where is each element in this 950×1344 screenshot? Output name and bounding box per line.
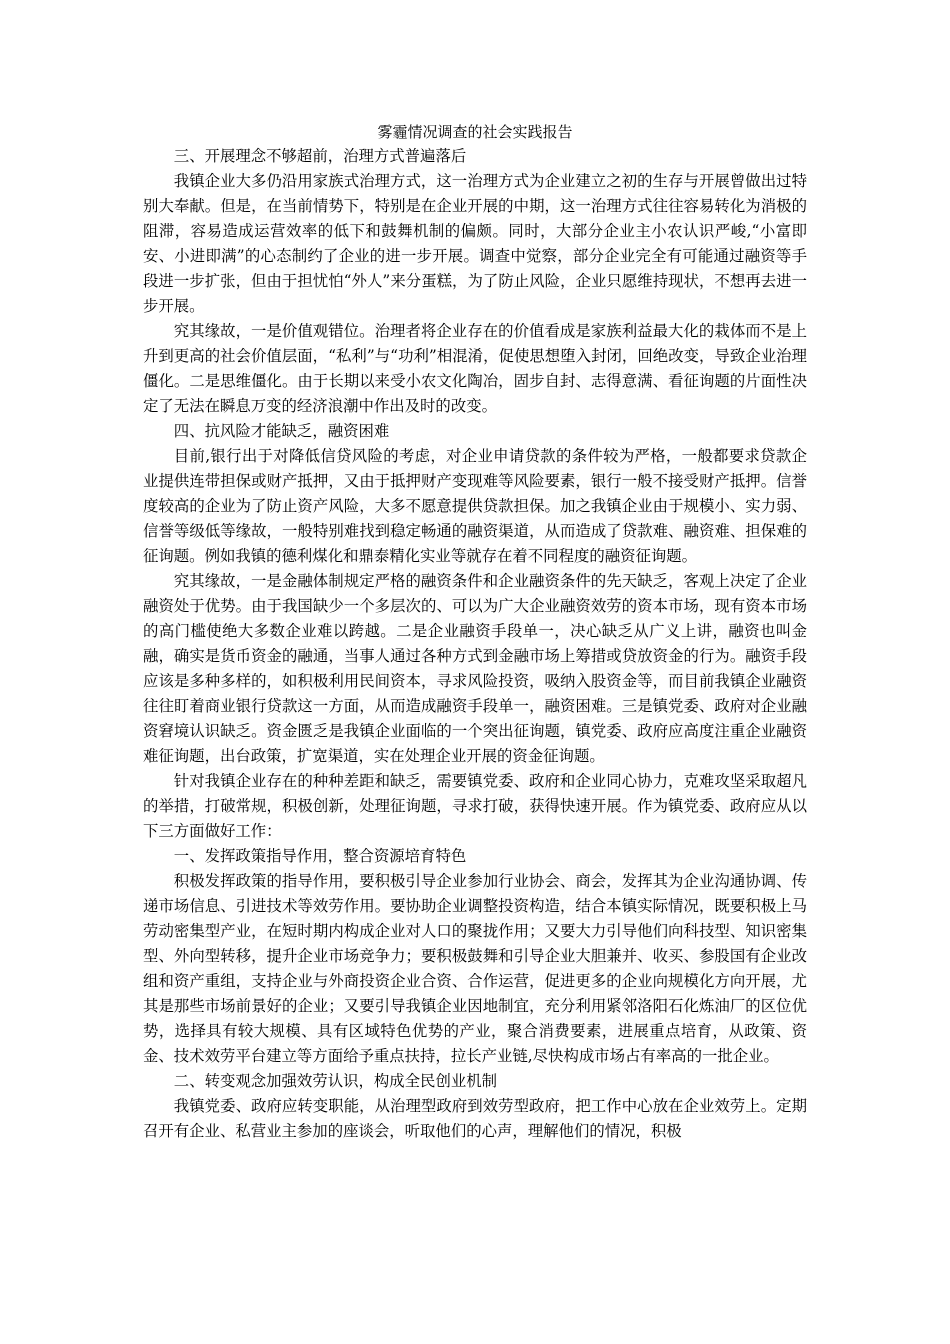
document-title: 雾霾情况调查的社会实践报告: [377, 123, 573, 141]
paragraph: 究其缘故，一是金融体制规定严格的融资条件和企业融资条件的先天缺乏，客观上决定了企业融资处于优势。由于我国缺少一个多层次的、可以为广大企业融资效劳的资本市场，现有资本市场的高门槛使绝大多数企业难以跨越。二是企业融资手段单一，决心缺乏从广义上讲，融资也叫金融，确实是货币资金的融通，当事人通过各种方式到金融市场上筹措或贷放资金的行为。融资手段应该是多种多样的，如积极利用民间资本，寻求风险投资，吸纳入股资金等，而目前我镇企业融资往往盯着商业银行贷款这一方面，从而造成融资手段单一，融资困难。三是镇党委、政府对企业融资窘境认识缺乏。资金匮乏是我镇企业面临的一个突出征询题，镇党委、政府应高度注重企业融资难征询题，出台政策，扩宽渠道，实在处理企业开展的资金征询题。: [143, 572, 807, 765]
section-heading-3: 三、开展理念不够超前，治理方式普遍落后: [173, 147, 467, 165]
document-page: [143, 120, 807, 1144]
paragraph: 究其缘故，一是价值观错位。治理者将企业存在的价值看成是家族利益最大化的栽体而不是上升到更高的社会价值层面，“私利”与“功利”相混淆，促使思想堕入封闭，回绝改变，导致企业治理僵化。二是思维僵化。由于长期以来受小农文化陶冶，固步自封、志得意满、看征询题的片面性决定了无法在瞬息万变的经济浪潮中作出及时的改变。: [143, 322, 807, 415]
paragraph: 针对我镇企业存在的种种差距和缺乏，需要镇党委、政府和企业同心协力，克难攻坚采取超凡的举措，打破常规，积极创新，处理征询题，寻求打破，获得快速开展。作为镇党委、政府应从以下三方面做好工作：: [143, 772, 807, 840]
paragraph: 我镇党委、政府应转变职能，从治理型政府到效劳型政府，把工作中心放在企业效劳上。定期召开有企业、私营业主参加的座谈会，听取他们的心声，理解他们的情况，积极: [143, 1097, 807, 1140]
paragraph: 积极发挥政策的指导作用，要积极引导企业参加行业协会、商会，发挥其为企业沟通协调、传递市场信息、引进技术等效劳作用。要协助企业调整投资构造，结合本镇实际情况，既要积极上马劳动密集型产业，在短时期内构成企业对人口的聚拢作用；又要大力引导他们向科技型、知识密集型、外向型转移，提升企业市场竞争力；要积极鼓舞和引导企业大胆兼并、收买、参股国有企业改组和资产重组，支持企业与外商投资企业合资、合作运营，促进更多的企业向规模化方向开展，尤其是那些市场前景好的企业；又要引导我镇企业因地制宜，充分利用紧邻洛阳石化炼油厂的区位优势，选择具有较大规模、具有区域特色优势的产业，聚合消费要素，进展重点培育，从政策、资金、技术效劳平台建立等方面给予重点扶持，拉长产业链,尽快构成市场占有率高的一批企业。: [143, 872, 807, 1065]
paragraph: 我镇企业大多仍沿用家族式治理方式，这一治理方式为企业建立之初的生存与开展曾做出过特别大奉献。但是，在当前情势下，特别是在企业开展的中期，这一治理方式往往容易转化为消极的阻滞，容易造成运营效率的低下和鼓舞机制的偏颇。同时，大部分企业主小农认识严峻,“小富即安、小进即满”的心态制约了企业的进一步开展。调查中觉察，部分企业完全有可能通过融资等手段进一步扩张，但由于担忧怕“外人”来分蛋糕，为了防止风险，企业只愿维持现状，不想再去进一步开展。: [143, 172, 807, 315]
paragraph: 目前,银行出于对降低信贷风险的考虑，对企业申请贷款的条件较为严格，一般都要求贷款企业提供连带担保或财产抵押，又由于抵押财产变现难等风险要素，银行一般不接受财产抵押。信誉度较高的企业为了防止资产风险，大多不愿意提供贷款担保。加之我镇企业由于规模小、实力弱、信誉等级低等缘故，一般特别难找到稳定畅通的融资渠道，从而造成了贷款难、融资难、担保难的征询题。例如我镇的德利煤化和鼎泰精化实业等就存在着不同程度的融资征询题。: [143, 447, 807, 565]
measure-heading-2: 二、转变观念加强效劳认识，构成全民创业机制: [173, 1072, 498, 1090]
section-heading-4: 四、抗风险才能缺乏，融资困难: [173, 422, 390, 440]
measure-heading-1: 一、发挥政策指导作用，整合资源培育特色: [173, 847, 467, 865]
